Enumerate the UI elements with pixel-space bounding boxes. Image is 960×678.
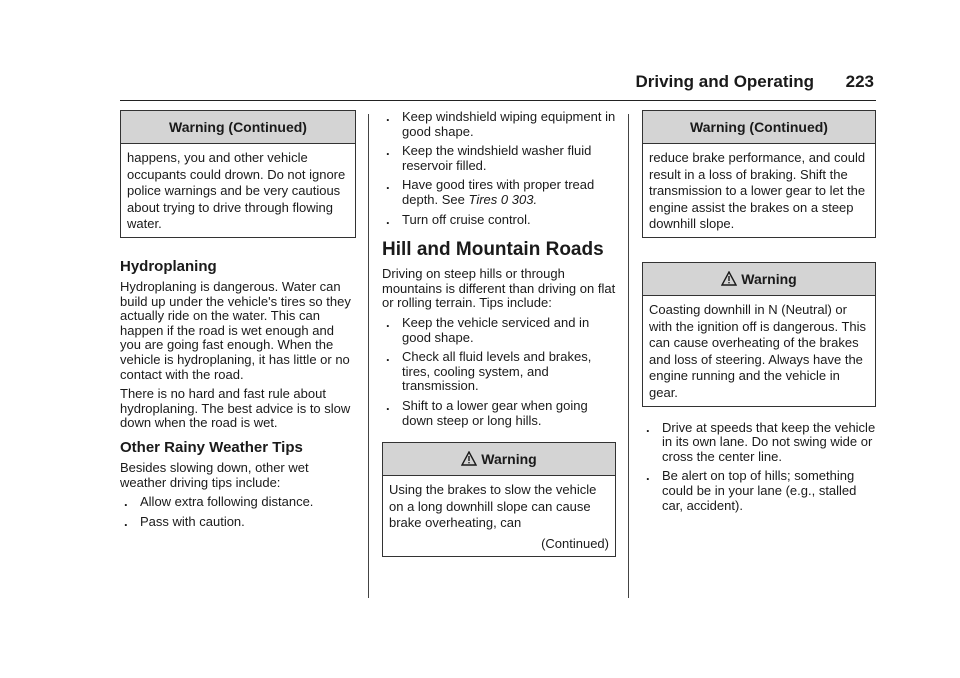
warning-body bbox=[383, 476, 615, 556]
rainy-tips-heading: Other Rainy Weather Tips bbox=[120, 438, 303, 456]
warning-title: Warning bbox=[481, 451, 537, 468]
tires-reference[interactable]: Tires bbox=[468, 191, 498, 207]
warning-text: reduce brake performance, and could result in a loss of braking. Shift the transmission to a lower gear to let the engine assist the brakes on a steep downhill slope. bbox=[649, 150, 866, 232]
bullet-mark: . bbox=[386, 349, 390, 365]
bullet-mark: . bbox=[386, 314, 390, 330]
list-item: . Pass with caution. bbox=[124, 513, 245, 529]
bullet-mark: . bbox=[386, 109, 390, 124]
page-number: 223 bbox=[845, 72, 874, 91]
bullet-mark: . bbox=[646, 468, 650, 484]
warning-header bbox=[643, 263, 875, 296]
warning-box-coasting bbox=[642, 262, 876, 407]
tires-page-ref: 303. bbox=[511, 191, 538, 207]
list-item: . Turn off cruise control. bbox=[386, 211, 531, 227]
list-item: . Check all fluid levels and brakes, tires, cooling system, and transmission. bbox=[386, 349, 592, 394]
warning-box-continued bbox=[642, 110, 876, 238]
list-item: . Keep the windshield washer fluid reservoir filled. bbox=[386, 143, 592, 173]
list-item: . Keep the vehicle serviced and in good shape. bbox=[386, 314, 590, 345]
bullet-mark: . bbox=[386, 177, 390, 193]
hydroplaning-heading: Hydroplaning bbox=[120, 257, 217, 275]
page-arrow-icon: 0 bbox=[500, 191, 509, 207]
bullet-mark: . bbox=[386, 143, 390, 159]
column-divider-2 bbox=[628, 114, 629, 598]
column-1 bbox=[120, 110, 356, 534]
warning-text: happens, you and other vehicle occupants could drown. Do not ignore police warnings and be very cautious about trying to drive through flowing water. bbox=[127, 150, 346, 232]
warning-title: Warning (Continued) bbox=[643, 111, 875, 144]
warning-box-brakes bbox=[382, 442, 616, 557]
rainy-tips-intro: Besides slowing down, other wet weather driving tips include: bbox=[120, 459, 309, 490]
list-item: . Keep windshield wiping equipment in good shape. bbox=[386, 109, 616, 139]
bullet-mark: . bbox=[124, 494, 128, 510]
list-item: . Be alert on top of hills; something could be in your lane (e.g., stalled car, accident). bbox=[646, 468, 857, 513]
list-item: . Shift to a lower gear when going down steep or long hills. bbox=[386, 397, 588, 428]
warning-title: Warning (Continued) bbox=[121, 111, 355, 144]
bullet-mark: . bbox=[386, 397, 390, 413]
column-divider-1 bbox=[368, 114, 369, 598]
hill-roads-heading: Hill and Mountain Roads bbox=[382, 239, 604, 261]
hill-roads-intro: Driving on steep hills or through mountains is different than driving on flat or rolling terrain. Tips include: bbox=[382, 266, 616, 311]
warning-text: Using the brakes to slow the vehicle on a long downhill slope can cause brake overheating, can bbox=[389, 482, 597, 531]
bullet-mark: . bbox=[386, 211, 390, 227]
warning-title: Warning bbox=[741, 270, 797, 287]
warning-box-continued bbox=[120, 110, 356, 238]
list-item: . Drive at speeds that keep the vehicle in its own lane. Do not swing wide or cross the center line. bbox=[646, 419, 876, 464]
page-header bbox=[120, 70, 876, 101]
continued-label: (Continued) bbox=[541, 535, 609, 551]
list-item: . Have good tires with proper tread depth. See Tires 0 303. bbox=[386, 177, 595, 207]
hydroplaning-paragraph-2: There is no hard and fast rule about hydroplaning. The best advice is to slow down when the road is wet. bbox=[120, 386, 351, 431]
warning-triangle-icon bbox=[721, 271, 737, 286]
bullet-mark: . bbox=[646, 419, 650, 435]
warning-triangle-icon bbox=[461, 451, 477, 466]
bullet-mark: . bbox=[124, 513, 128, 529]
section-title: Driving and Operating bbox=[635, 72, 814, 91]
warning-header bbox=[383, 443, 615, 476]
list-item: . Allow extra following distance. bbox=[124, 494, 314, 510]
column-3 bbox=[642, 110, 876, 518]
column-2 bbox=[382, 110, 616, 557]
hydroplaning-paragraph-1: Hydroplaning is dangerous. Water can build up under the vehicle's tires so they actually ride on the water. This can happen if the road is wet enough and you are going fast enough. When the vehicle is hydroplaning, it has little or no contact with the road. bbox=[120, 278, 351, 382]
warning-text: Coasting downhill in N (Neutral) or with the ignition off is dangerous. This can cause overheating of the brakes and loss of steering. Always have the engine running and the vehicle in gear. bbox=[649, 301, 867, 400]
